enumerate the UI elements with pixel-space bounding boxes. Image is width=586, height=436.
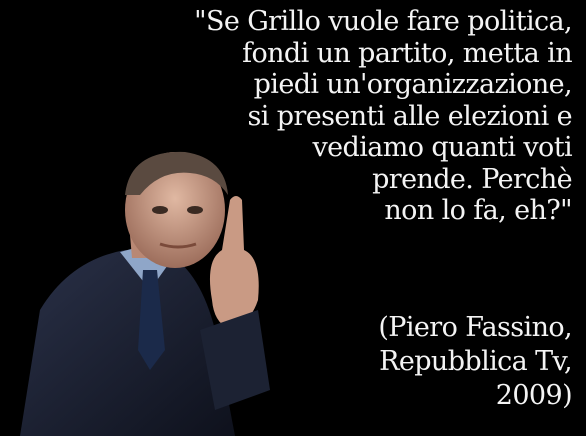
attribution-line: 2009) [495,380,572,411]
attribution-line: Repubblica Tv, [379,346,572,377]
quote-line: "Se Grillo vuole fare politica, [194,6,572,37]
quote-line: fondi un partito, metta in [242,37,572,69]
quote-text [102,6,572,227]
quote-line: vediamo quanti voti [312,132,572,163]
quote-line: non lo fa, eh?" [384,195,572,226]
quote-line: prende. Perchè [372,163,572,195]
attribution-line: (Piero Fassino, [378,312,572,343]
quote-line: si presenti alle elezioni e [247,100,572,132]
attribution [272,311,572,413]
quote-line: piedi un'organizzazione, [253,69,572,100]
